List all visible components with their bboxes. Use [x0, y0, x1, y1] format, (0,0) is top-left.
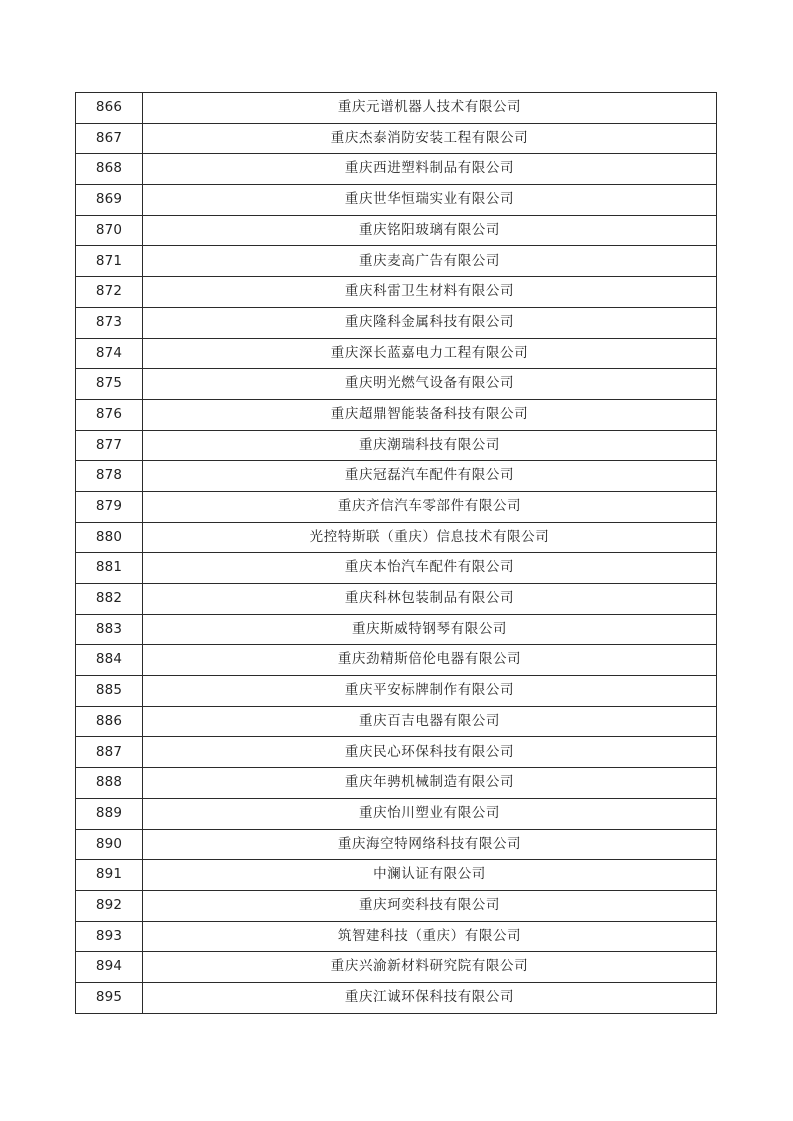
- table-row: [76, 338, 717, 369]
- row-number: 883: [76, 614, 143, 645]
- row-number: 882: [76, 584, 143, 615]
- table-row: [76, 246, 717, 277]
- row-number: 895: [76, 982, 143, 1013]
- company-name: 重庆兴渝新材料研究院有限公司: [143, 952, 717, 983]
- row-number: 893: [76, 921, 143, 952]
- table-row: [76, 952, 717, 983]
- table-row: [76, 768, 717, 799]
- company-name: 重庆超鼎智能装备科技有限公司: [143, 399, 717, 430]
- table-row: [76, 215, 717, 246]
- company-list-table: [75, 92, 717, 1014]
- row-number: 888: [76, 768, 143, 799]
- row-number: 886: [76, 706, 143, 737]
- table-row: [76, 461, 717, 492]
- company-name: 重庆隆科金属科技有限公司: [143, 307, 717, 338]
- row-number: 869: [76, 185, 143, 216]
- row-number: 878: [76, 461, 143, 492]
- row-number: 890: [76, 829, 143, 860]
- company-name: 重庆科林包装制品有限公司: [143, 584, 717, 615]
- company-name: 重庆明光燃气设备有限公司: [143, 369, 717, 400]
- table-row: [76, 614, 717, 645]
- table-row: [76, 890, 717, 921]
- row-number: 892: [76, 890, 143, 921]
- company-name: 重庆麦高广告有限公司: [143, 246, 717, 277]
- table-row: [76, 706, 717, 737]
- table-row: [76, 154, 717, 185]
- row-number: 880: [76, 522, 143, 553]
- table-row: [76, 93, 717, 124]
- table-row: [76, 307, 717, 338]
- table-row: [76, 123, 717, 154]
- company-name: 重庆劲精斯倍伦电器有限公司: [143, 645, 717, 676]
- table-row: [76, 185, 717, 216]
- table-row: [76, 737, 717, 768]
- company-name: 重庆江诚环保科技有限公司: [143, 982, 717, 1013]
- table-body: [76, 93, 717, 1014]
- company-name: 重庆平安标牌制作有限公司: [143, 676, 717, 707]
- row-number: 872: [76, 277, 143, 308]
- table-row: [76, 829, 717, 860]
- table-row: [76, 798, 717, 829]
- table-row: [76, 921, 717, 952]
- company-name: 重庆铭阳玻璃有限公司: [143, 215, 717, 246]
- row-number: 874: [76, 338, 143, 369]
- row-number: 873: [76, 307, 143, 338]
- table-row: [76, 584, 717, 615]
- table-row: [76, 399, 717, 430]
- company-name: 重庆冠磊汽车配件有限公司: [143, 461, 717, 492]
- row-number: 879: [76, 491, 143, 522]
- row-number: 875: [76, 369, 143, 400]
- company-name: 重庆西进塑料制品有限公司: [143, 154, 717, 185]
- row-number: 891: [76, 860, 143, 891]
- table-row: [76, 522, 717, 553]
- table-row: [76, 982, 717, 1013]
- company-name: 重庆珂奕科技有限公司: [143, 890, 717, 921]
- company-name: 重庆潮瑞科技有限公司: [143, 430, 717, 461]
- row-number: 884: [76, 645, 143, 676]
- company-name: 重庆齐信汽车零部件有限公司: [143, 491, 717, 522]
- table-row: [76, 430, 717, 461]
- table-row: [76, 645, 717, 676]
- row-number: 885: [76, 676, 143, 707]
- company-name: 重庆民心环保科技有限公司: [143, 737, 717, 768]
- company-name: 重庆怡川塑业有限公司: [143, 798, 717, 829]
- row-number: 889: [76, 798, 143, 829]
- row-number: 867: [76, 123, 143, 154]
- table-row: [76, 676, 717, 707]
- company-name: 重庆本怡汽车配件有限公司: [143, 553, 717, 584]
- company-name: 重庆海空特网络科技有限公司: [143, 829, 717, 860]
- table-row: [76, 369, 717, 400]
- company-name: 重庆斯威特钢琴有限公司: [143, 614, 717, 645]
- row-number: 870: [76, 215, 143, 246]
- table-row: [76, 553, 717, 584]
- company-name: 重庆杰泰消防安装工程有限公司: [143, 123, 717, 154]
- row-number: 868: [76, 154, 143, 185]
- company-name: 光控特斯联（重庆）信息技术有限公司: [143, 522, 717, 553]
- table-row: [76, 860, 717, 891]
- row-number: 877: [76, 430, 143, 461]
- company-name: 中澜认证有限公司: [143, 860, 717, 891]
- row-number: 881: [76, 553, 143, 584]
- company-name: 重庆深长蓝嘉电力工程有限公司: [143, 338, 717, 369]
- company-name: 重庆科雷卫生材料有限公司: [143, 277, 717, 308]
- table-row: [76, 491, 717, 522]
- row-number: 866: [76, 93, 143, 124]
- row-number: 876: [76, 399, 143, 430]
- row-number: 894: [76, 952, 143, 983]
- row-number: 871: [76, 246, 143, 277]
- company-name: 重庆年骋机械制造有限公司: [143, 768, 717, 799]
- company-name: 重庆世华恒瑞实业有限公司: [143, 185, 717, 216]
- row-number: 887: [76, 737, 143, 768]
- company-name: 筑智建科技（重庆）有限公司: [143, 921, 717, 952]
- table-row: [76, 277, 717, 308]
- company-name: 重庆百吉电器有限公司: [143, 706, 717, 737]
- company-name: 重庆元谱机器人技术有限公司: [143, 93, 717, 124]
